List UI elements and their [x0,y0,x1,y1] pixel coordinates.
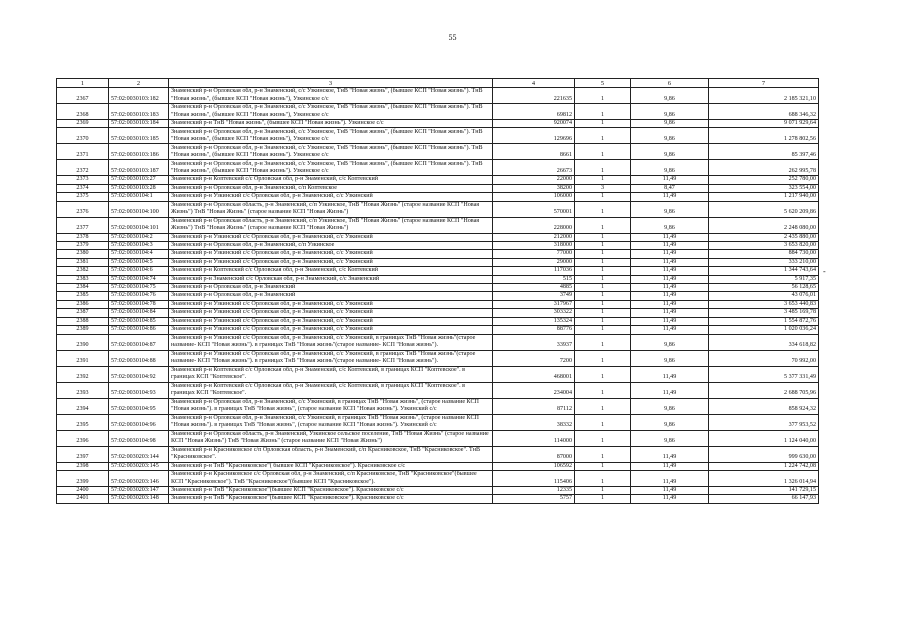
cadastral-number-cell: 57:02:0030104:93 [109,382,169,398]
table-row [57,398,819,414]
rate-cell: 8,47 [631,184,709,192]
rate-cell: 11,49 [631,326,709,334]
cadastral-value-cell: 333 210,00 [709,258,819,266]
rate-cell: 9,86 [631,144,709,160]
cadastral-number-cell: 57:02:0030203:148 [109,495,169,503]
rate-cell: 9,86 [631,104,709,120]
rate-cell: 11,49 [631,233,709,241]
cadastral-value-cell: 85 397,46 [709,144,819,160]
land-registry-table [56,78,819,504]
rate-cell: 11,49 [631,495,709,503]
area-cell: 22000 [493,176,575,184]
cadastral-value-cell: 377 953,52 [709,414,819,430]
row-number-cell: 2386 [57,300,109,308]
row-number-cell: 2368 [57,104,109,120]
cadastral-value-cell: 2 435 880,00 [709,233,819,241]
location-description-cell: Знаменский р-н Узкинский с/с Орловская обл, р-н Знаменский, с/с Узкинский [169,250,493,258]
cadastral-number-cell: 57:02:0030203:145 [109,462,169,470]
category-cell: 1 [575,334,631,350]
area-cell: 87112 [493,398,575,414]
category-cell: 1 [575,128,631,144]
cadastral-number-cell: 57:02:0030104:100 [109,201,169,217]
table-row [57,414,819,430]
area-cell: 106592 [493,462,575,470]
cadastral-value-cell: 1 217 940,00 [709,193,819,201]
rate-cell: 11,49 [631,242,709,250]
cadastral-value-cell: 5 620 209,86 [709,201,819,217]
column-header: 7 [709,79,819,88]
area-cell: 77000 [493,250,575,258]
rate-cell: 9,86 [631,334,709,350]
table-body [57,88,819,504]
category-cell: 1 [575,382,631,398]
cadastral-number-cell: 57:02:0030203:144 [109,446,169,462]
cadastral-number-cell: 57:02:0030104:84 [109,309,169,317]
row-number-cell: 2375 [57,193,109,201]
rate-cell: 11,49 [631,176,709,184]
table-row [57,292,819,300]
location-description-cell: Знаменский р-н Орловская обл, р-н Знаменский [169,292,493,300]
category-cell: 1 [575,176,631,184]
row-number-cell: 2382 [57,267,109,275]
location-description-cell: Знаменский р-н Узкинский с/с Орловская обл, р-н Знаменский, с/с Узкинский [169,233,493,241]
category-cell: 1 [575,366,631,382]
location-description-cell: Знаменский р-н Орловская обл, р-н Знаменский, с/с Узкинское, ТнВ "Новая жизнь", (бывшее КСП "Новая жизнь"). ТнВ "Новая жизнь", (бывшее КСП "Новая жизнь"), Узкинское с/с [169,128,493,144]
location-description-cell: Знаменский р-н Орловская обл, р-н Знаменский, с/с Узкинское, ТнВ "Новая жизнь", (бывшее КСП "Новая жизнь"). ТнВ "Новая жизнь", (бывшее КСП "Новая жизнь"), Узкинское с/с [169,104,493,120]
cadastral-number-cell: 57:02:0030103:184 [109,120,169,128]
row-number-cell: 2383 [57,275,109,283]
cadastral-value-cell: 5 917,35 [709,275,819,283]
category-cell: 1 [575,350,631,366]
rate-cell: 11,49 [631,366,709,382]
cadastral-number-cell: 57:02:0030203:147 [109,486,169,494]
area-cell: 38332 [493,414,575,430]
rate-cell: 9,86 [631,430,709,446]
area-cell: 33937 [493,334,575,350]
area-cell: 117036 [493,267,575,275]
area-cell: 515 [493,275,575,283]
table-row [57,326,819,334]
row-number-cell: 2367 [57,88,109,104]
cadastral-value-cell: 999 630,00 [709,446,819,462]
row-number-cell: 2398 [57,462,109,470]
table-row [57,176,819,184]
location-description-cell: Знаменский р-н ТнВ "Красниковское"(бывшее КСП "Красниковское"). Красниковское с/с [169,486,493,494]
row-number-cell: 2373 [57,176,109,184]
cadastral-number-cell: 57:02:0030104:95 [109,398,169,414]
table-row [57,104,819,120]
column-header-row [57,79,819,88]
rate-cell: 11,49 [631,275,709,283]
area-cell: 5757 [493,495,575,503]
location-description-cell: Знаменский р-н ТнВ "Красниковское"(бывшее КСП "Красниковское"). Красниковское с/с [169,495,493,503]
location-description-cell: Знаменский р-н Коптевский с/с Орловская обл, р-н Знаменский, с/с Коптевский, в границах КСП "Коптевское". в границах КСП "Коптевское". [169,366,493,382]
location-description-cell: Знаменский р-н Орловская область, р-н Знаменский, с/п Узкинское, ТнВ "Новая Жизнь" (старое название КСП "Новая Жизнь") ТнВ "Новая Жизнь" (старое название КСП "Новая Жизнь") [169,217,493,233]
category-cell: 1 [575,495,631,503]
location-description-cell: Знаменский р-н Узкинский с/с Орловская обл, р-н Знаменский, с/с Узкинский [169,193,493,201]
category-cell: 1 [575,470,631,486]
area-cell: 135324 [493,317,575,325]
rate-cell: 9,86 [631,201,709,217]
row-number-cell: 2381 [57,258,109,266]
category-cell: 1 [575,160,631,176]
column-header: 1 [57,79,109,88]
area-cell: 234004 [493,382,575,398]
location-description-cell: Знаменский р-н Узкинский с/с Орловская обл, р-н Знаменский, с/с Узкинский [169,317,493,325]
table-row [57,233,819,241]
table-row [57,275,819,283]
area-cell: 212000 [493,233,575,241]
row-number-cell: 2370 [57,128,109,144]
rate-cell: 11,49 [631,470,709,486]
cadastral-number-cell: 57:02:0030104:2 [109,233,169,241]
table-row [57,88,819,104]
cadastral-number-cell: 57:02:0030104:96 [109,414,169,430]
cadastral-value-cell: 66 147,93 [709,495,819,503]
cadastral-value-cell: 3 653 820,00 [709,242,819,250]
area-cell: 303322 [493,309,575,317]
row-number-cell: 2396 [57,430,109,446]
cadastral-number-cell: 57:02:0030104:76 [109,292,169,300]
location-description-cell: Знаменский р-н Орловская обл, р-н Знаменский, с/п Узкинское [169,242,493,250]
page-number: 55 [448,33,457,42]
cadastral-value-cell: 1 124 040,00 [709,430,819,446]
location-description-cell: Знаменский р-н Коптевский с/с Орловская обл, р-н Знаменский, с/с Коптевский [169,176,493,184]
location-description-cell: Знаменский р-н Узкинский с/с Орловская обл, р-н Знаменский, с/с Узкинский, в границах ТнВ "Новая жизнь"(старое название- КСП "Новая жизнь"). в границах ТнВ "Новая жизнь"(старое название- КСП "Новая жизнь"). [169,334,493,350]
location-description-cell: Знаменский р-н Узкинский с/с Орловская обл, р-н Знаменский, с/с Узкинский [169,326,493,334]
area-cell: 318000 [493,242,575,250]
table-row [57,300,819,308]
table-row [57,160,819,176]
category-cell: 1 [575,317,631,325]
cadastral-value-cell: 70 992,00 [709,350,819,366]
table-row [57,462,819,470]
location-description-cell: Знаменский р-н Орловская обл, р-н Знаменский [169,284,493,292]
category-cell: 1 [575,309,631,317]
category-cell: 1 [575,414,631,430]
location-description-cell: Знаменский р-н Орловская обл, р-н Знаменский, с/с Узкинское, ТнВ "Новая жизнь", (бывшее КСП "Новая жизнь"). ТнВ "Новая жизнь", (бывшее КСП "Новая жизнь"). Узкинское с/с [169,160,493,176]
row-number-cell: 2389 [57,326,109,334]
area-cell: 4885 [493,284,575,292]
row-number-cell: 2397 [57,446,109,462]
margin-mark: - [823,267,826,276]
row-number-cell: 2387 [57,309,109,317]
rate-cell: 11,49 [631,309,709,317]
row-number-cell: 2400 [57,486,109,494]
area-cell: 129696 [493,128,575,144]
rate-cell: 11,49 [631,193,709,201]
cadastral-number-cell: 57:02:0030103:187 [109,160,169,176]
table-row [57,128,819,144]
cadastral-value-cell: 252 780,00 [709,176,819,184]
area-cell: 228000 [493,217,575,233]
cadastral-number-cell: 57:02:0030104:1 [109,193,169,201]
category-cell: 1 [575,284,631,292]
rate-cell: 11,49 [631,446,709,462]
rate-cell: 11,49 [631,292,709,300]
row-number-cell: 2385 [57,292,109,300]
area-cell: 221635 [493,88,575,104]
location-description-cell: Знаменский р-н Узкинский с/с Орловская обл, р-н Знаменский, с/с Узкинский [169,309,493,317]
cadastral-value-cell: 858 924,32 [709,398,819,414]
cadastral-value-cell: 56 128,65 [709,284,819,292]
row-number-cell: 2378 [57,233,109,241]
cadastral-number-cell: 57:02:0030103:183 [109,104,169,120]
location-description-cell: Знаменский р-н Узкинский с/с Орловская обл, р-н Знаменский, с/с Узкинский, в границах ТнВ "Новая жизнь"(старое название- КСП "Новая жизнь"). в границах ТнВ "Новая жизнь"(старое название- КСП "Новая жизнь"). [169,350,493,366]
category-cell: 1 [575,250,631,258]
category-cell: 1 [575,446,631,462]
category-cell: 1 [575,462,631,470]
rate-cell: 9,86 [631,350,709,366]
area-cell: 69812 [493,104,575,120]
location-description-cell: Знаменский р-н Орловская область, р-н Знаменский, с/п Узкинское, ТнВ "Новая Жизнь" (старое название КСП "Новая Жизнь") ТнВ "Новая Жизнь" (старое название КСП "Новая Жизнь") [169,201,493,217]
area-cell: 115406 [493,470,575,486]
category-cell: 1 [575,486,631,494]
area-cell: 7200 [493,350,575,366]
cadastral-number-cell: 57:02:0030104:85 [109,317,169,325]
cadastral-number-cell: 57:02:0030104:98 [109,430,169,446]
cadastral-value-cell: 1 554 872,76 [709,317,819,325]
table-row [57,470,819,486]
cadastral-value-cell: 141 729,15 [709,486,819,494]
cadastral-value-cell: 2 688 705,96 [709,382,819,398]
cadastral-number-cell: 57:02:0030104:88 [109,350,169,366]
category-cell: 1 [575,292,631,300]
cadastral-number-cell: 57:02:0030104:75 [109,284,169,292]
location-description-cell: Знаменский р-н Орловская обл, р-н Знаменский, с/с Узкинское, ТнВ "Новая жизнь", (бывшее КСП "Новая жизнь"). ТнВ "Новая жизнь", (бывшее КСП "Новая жизнь"), Узкинское с/с [169,88,493,104]
cadastral-value-cell: 3 485 169,78 [709,309,819,317]
area-cell: 920074 [493,120,575,128]
row-number-cell: 2371 [57,144,109,160]
cadastral-value-cell: 688 346,32 [709,104,819,120]
table-row [57,284,819,292]
row-number-cell: 2372 [57,160,109,176]
rate-cell: 9,86 [631,160,709,176]
rate-cell: 11,49 [631,284,709,292]
table-row [57,242,819,250]
category-cell: 1 [575,88,631,104]
table-row [57,201,819,217]
location-description-cell: Знаменский р-н ТнВ "Красниковское"( бывшее КСП "Красниковское"). Красниковское с/с [169,462,493,470]
category-cell: 1 [575,233,631,241]
rate-cell: 11,49 [631,462,709,470]
cadastral-value-cell: 323 554,00 [709,184,819,192]
category-cell: 1 [575,326,631,334]
location-description-cell: Знаменский р-н Знаменский с/с Орловская обл, р-н Знаменский, с/с Знаменский [169,275,493,283]
row-number-cell: 2376 [57,201,109,217]
table-row [57,217,819,233]
table-row [57,309,819,317]
rate-cell: 11,49 [631,382,709,398]
column-header: 5 [575,79,631,88]
row-number-cell: 2401 [57,495,109,503]
table-row [57,120,819,128]
location-description-cell: Знаменский р-н Красниковское с/п Орловская область, р-н Знаменский, с/п Красниковское, ТнВ "Красниковское". ТнВ "Красниковское". [169,446,493,462]
cadastral-value-cell: 5 377 331,49 [709,366,819,382]
category-cell: 1 [575,275,631,283]
row-number-cell: 2393 [57,382,109,398]
area-cell: 88776 [493,326,575,334]
area-cell: 87000 [493,446,575,462]
cadastral-number-cell: 57:02:0030104:92 [109,366,169,382]
cadastral-number-cell: 57:02:0030203:146 [109,470,169,486]
category-cell: 1 [575,430,631,446]
cadastral-value-cell: 43 076,01 [709,292,819,300]
rate-cell: 11,49 [631,317,709,325]
row-number-cell: 2380 [57,250,109,258]
cadastral-value-cell: 2 248 080,00 [709,217,819,233]
rate-cell: 11,49 [631,486,709,494]
table-row [57,184,819,192]
column-header: 4 [493,79,575,88]
row-number-cell: 2384 [57,284,109,292]
row-number-cell: 2399 [57,470,109,486]
rate-cell: 11,49 [631,267,709,275]
category-cell: 1 [575,242,631,250]
rate-cell: 9,86 [631,128,709,144]
cadastral-value-cell: 334 618,82 [709,334,819,350]
area-cell: 106000 [493,193,575,201]
column-header: 2 [109,79,169,88]
location-description-cell: Знаменский р-н Узкинский с/с Орловская обл, р-н Знаменский, с/с Узкинский [169,300,493,308]
rate-cell: 9,86 [631,88,709,104]
table-row [57,495,819,503]
area-cell: 468001 [493,366,575,382]
cadastral-value-cell: 1 278 802,56 [709,128,819,144]
cadastral-number-cell: 57:02:0030104:5 [109,258,169,266]
location-description-cell: Знаменский р-н Орловская обл, р-н Знаменский, с/с Узкинский, в границах ТнВ "Новая жизнь", (старое название КСП "Новая жизнь"). в границах ТнВ "Новая жизнь", (старое название КСП "Новая жизнь"). Узкинский с/с [169,398,493,414]
rate-cell: 11,49 [631,250,709,258]
area-cell: 29000 [493,258,575,266]
table-row [57,366,819,382]
row-number-cell: 2395 [57,414,109,430]
table-row [57,430,819,446]
area-cell: 114000 [493,430,575,446]
rate-cell: 9,86 [631,414,709,430]
cadastral-number-cell: 57:02:0030104:74 [109,275,169,283]
cadastral-value-cell: 884 730,00 [709,250,819,258]
area-cell: 26673 [493,160,575,176]
category-cell: 1 [575,398,631,414]
table-row [57,446,819,462]
cadastral-number-cell: 57:02:0030104:86 [109,326,169,334]
category-cell: 1 [575,300,631,308]
location-description-cell: Знаменский р-н Орловская обл, р-н Знаменский, с/с Узкинское, ТнВ "Новая жизнь", (бывшее КСП "Новая жизнь"). ТнВ "Новая жизнь", (бывшее КСП "Новая жизнь"). Узкинское с/с [169,144,493,160]
column-header: 3 [169,79,493,88]
location-description-cell: Знаменский р-н Орловская обл, р-н Знаменский, с/с Узкинский, в границах ТнВ "Новая жизнь", (старое название КСП "Новая жизнь"). в границах ТнВ "Новая жизнь", (старое название КСП "Новая жизнь"). Узкинский с/с [169,414,493,430]
category-cell: 1 [575,104,631,120]
area-cell: 317967 [493,300,575,308]
cadastral-number-cell: 57:02:0030104:3 [109,242,169,250]
location-description-cell: Знаменский р-н Орловская обл, р-н Знаменский, с/п Коптевское [169,184,493,192]
cadastral-number-cell: 57:02:0030104:87 [109,334,169,350]
row-number-cell: 2390 [57,334,109,350]
table-row [57,193,819,201]
category-cell: 1 [575,144,631,160]
table-row [57,486,819,494]
category-cell: 1 [575,267,631,275]
table-row [57,334,819,350]
rate-cell: 9,86 [631,217,709,233]
cadastral-number-cell: 57:02:0030104:101 [109,217,169,233]
cadastral-value-cell: 2 185 321,10 [709,88,819,104]
area-cell: 8661 [493,144,575,160]
cadastral-value-cell: 9 071 929,64 [709,120,819,128]
area-cell: 12335 [493,486,575,494]
row-number-cell: 2369 [57,120,109,128]
row-number-cell: 2379 [57,242,109,250]
category-cell: 1 [575,193,631,201]
rate-cell: 11,49 [631,258,709,266]
row-number-cell: 2388 [57,317,109,325]
cadastral-value-cell: 1 020 036,24 [709,326,819,334]
rate-cell: 9,86 [631,120,709,128]
row-number-cell: 2391 [57,350,109,366]
cadastral-number-cell: 57:02:0030104:78 [109,300,169,308]
cadastral-number-cell: 57:02:0030103:186 [109,144,169,160]
table-row [57,317,819,325]
location-description-cell: Знаменский р-н ТнВ "Новая жизнь", (бывшее КСП "Новая жизнь"). Узкинское с/с [169,120,493,128]
area-cell: 38200 [493,184,575,192]
table-row [57,267,819,275]
cadastral-value-cell: 1 344 743,64 [709,267,819,275]
location-description-cell: Знаменский р-н Узкинский с/с Орловская обл, р-н Знаменский, с/с Узкинский [169,258,493,266]
cadastral-number-cell: 57:02:0030104:4 [109,250,169,258]
category-cell: 1 [575,217,631,233]
rate-cell: 9,86 [631,398,709,414]
location-description-cell: Знаменский р-н Красниковское с/с Орловская обл, р-н Знаменский, с/п Красниковское, ТнВ "Красниковское"(бывшее КСП "Красниковское"). ТнВ "Красниковское"(бывшее КСП "Красниковское"). [169,470,493,486]
area-cell: 570001 [493,201,575,217]
location-description-cell: Знаменский р-н Коптевский с/с Орловская обл, р-н Знаменский, с/с Коптевский [169,267,493,275]
row-number-cell: 2394 [57,398,109,414]
cadastral-value-cell: 1 326 014,94 [709,470,819,486]
table-row [57,250,819,258]
category-cell: 1 [575,201,631,217]
rate-cell: 11,49 [631,300,709,308]
row-number-cell: 2377 [57,217,109,233]
table-row [57,350,819,366]
location-description-cell: Знаменский р-н Коптевский с/с Орловская обл, р-н Знаменский, с/с Коптевский, в границах КСП "Коптевское". в границах КСП "Коптевское". [169,382,493,398]
row-number-cell: 2374 [57,184,109,192]
cadastral-value-cell: 3 653 440,83 [709,300,819,308]
cadastral-number-cell: 57:02:0030103:185 [109,128,169,144]
location-description-cell: Знаменский р-н Орловская область, р-н Знаменский, Узкинское сельское поселение, ТнВ "Новая Жизнь" (старое название КСП "Новая Жизнь") ТнВ "Новая Жизнь" (старое название КСП "Новая Жизнь") [169,430,493,446]
column-header: 6 [631,79,709,88]
cadastral-value-cell: 1 224 742,08 [709,462,819,470]
table-row [57,144,819,160]
cadastral-number-cell: 57:02:0030103:28 [109,184,169,192]
row-number-cell: 2392 [57,366,109,382]
cadastral-number-cell: 57:02:0030103:182 [109,88,169,104]
cadastral-number-cell: 57:02:0030104:6 [109,267,169,275]
area-cell: 3749 [493,292,575,300]
cadastral-value-cell: 262 995,78 [709,160,819,176]
category-cell: 1 [575,258,631,266]
cadastral-number-cell: 57:02:0030103:27 [109,176,169,184]
table-row [57,258,819,266]
category-cell: 3 [575,184,631,192]
table-row [57,382,819,398]
category-cell: 1 [575,120,631,128]
